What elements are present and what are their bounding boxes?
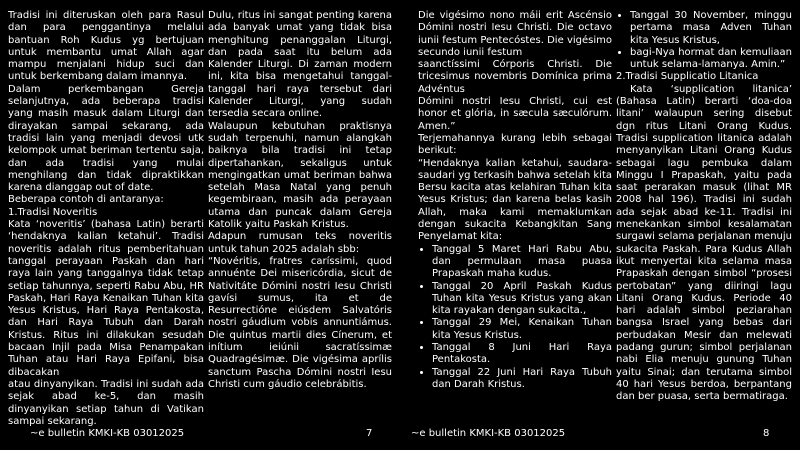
paragraph: Adapun rumusan teks noveritis untuk tahun 2025 adalah sbb: [208, 231, 392, 255]
list-item: • Tanggal 22 Juni Hari Raya Tubuh dan Darah Kristus. [432, 367, 612, 392]
paragraph: Kata ‘supplication litanica’ (Bahasa Latin) berarti ‘doa-doa litani’ walaupun sering disebut dgn ritus Litani Orang Kudus. Tradisi supplication litanica adalah menyanyikan Litani Orang Kudus sebagai lagu pembuka dalam Minggu I Prapaskah, yaitu pada saat perarakan masuk (lihat MR 2008 hal 196). Tradisi ini sudah ada sejak abad ke-11. Tradisi ini menekankan simbol kesalamatan surgawi selama perjalanan menuju sukacita Paskah. Para Kudus Allah ikut menyertai kita selama masa Prapaskah dengan simbol “prosesi pertobatan” yang diiringi lagu Litani Orang Kudus. Periode 40 hari adalah simbol peziarahan bangsa Israel yang bebas dari perbudakan Mesir dan melewati padang gurun; simbol perjalanan nabi Elia menuju gunung Tuhan yaitu Sinai; dan terutama simbol 40 hari Yesus berdoa, berpantang dan ber puasa, serta bermatiraga. [616, 83, 792, 403]
date-list [616, 10, 792, 71]
page-8 [400, 0, 800, 450]
paragraph: atau dinyanyikan. Tradisi ini sudah ada sejak abad ke-5, dan masih dinyanyikan setiap tahun di Vatikan sampai sekarang. [8, 378, 204, 427]
list-item: • Tanggal 5 Maret Hari Rabu Abu, dan permulaan masa puasa Prapaskah maha kudus. [432, 244, 612, 281]
section-heading: 1.Tradisi Noveritis [8, 206, 98, 218]
latin-text: saanctíssimi Córporis Christi. Die tricesimus novembris Domínica prima Advéntus [418, 59, 612, 95]
page-number: 7 [366, 428, 373, 439]
list-item: • Tanggal 20 April Paskah Kudus Tuhan kita Yesus Kristus yang akan kita rayakan dengan sukacita., [432, 281, 612, 318]
page-number: 8 [763, 428, 770, 439]
latin-text: Die vigésimo nono máii erit Ascénsio Dómini nostri Iesu Christi. Die octavo iunii festum Pentecóstes. Die vigésimo secundo iunii festum [418, 10, 612, 58]
paragraph: Tradisi ini diteruskan oleh para Rasul dan para penggantinya melalui bantuan Roh Kudus yg bertujuan untuk membantu umat Allah agar mampu menjalani hidup suci dan untuk berkembang dalam imannya. [8, 10, 204, 83]
paragraph: Terjemahannya kurang lebih sebagai berikut: [418, 132, 612, 157]
list-item: • Tanggal 29 Mei, Kenaikan Tuhan kita Yesus Kristus. [432, 317, 612, 342]
footer-bulletin-label: ~e bulletin KMKI-KB 03012025 [30, 428, 185, 439]
page7-column-left [8, 10, 204, 428]
paragraph: Beberapa contoh di antaranya: [8, 194, 164, 206]
list-item: • Tanggal 30 November, minggu pertama masa Adven Tuhan kita Yesus Kristus, [630, 10, 792, 47]
paragraph: Kata ‘noveritis’ (bahasa Latin) berarti ‘hendaknya kalian ketahui’. Tradisi noveritis adalah ritus pemberitahuan tanggal perayaan Paskah dan hari raya lain yang tanggalnya tidak tetap setiap tahunnya, seperti Rabu Abu, HR Paskah, Hari Raya Kenaikan Tuhan kita Yesus Kristus, Hari Raya Pentakosta, dan Hari Raya Tubuh dan Darah Kristus. Ritus ini dilakukan sesudah bacaan Injil pada Misa Penampakan Tuhan atau Hari Raya Epifani, bisa dibacakan [8, 219, 204, 378]
page8-column-right [616, 10, 792, 404]
paragraph: “Hendaknya kalian ketahui, saudara-saudari yg terkasih bahwa setelah kita Bersu kacita atas kelahiran Tuhan kita Yesus Kristus; dan karena belas kasih Allah, maka kami memaklumkan dengan sukacita Kebangkitan Sang Penyelamat kita: [418, 157, 612, 243]
list-item: • bagi-Nya hormat dan kemuliaan untuk selama-lamanya. Amin.” [630, 47, 792, 72]
page7-column-right [208, 10, 392, 391]
latin-text: Dómini nostri Iesu Christi, cui est honor et glória, in sæcula sæculórum. Amen.” [418, 96, 612, 132]
paragraph: Dulu, ritus ini sangat penting karena ada banyak umat yang tidak bisa menghitung penanggalan Liturgi, dan pada saat itu belum ada Kalender Liturgi. Di zaman modern ini, kita bisa mengetahui tanggal-tanggal hari raya tersebut dari Kalender Liturgi, yang sudah tersedia secara online. [208, 10, 392, 120]
section-heading: 2.Tradisi Supplicatio Litanica [616, 71, 759, 83]
date-list [418, 244, 612, 392]
paragraph: Walaupun kebutuhan praktisnya sudah terpenuhi, namun alangkah baiknya bila tradisi ini tetap dipertahankan, sekaligus untuk mengingatkan umat beriman bahwa setelah Masa Natal yang penuh kegembiraan, masih ada perayaan utama dan puncak dalam Gereja Katolik yaitu Paskah Kristus. [208, 120, 392, 231]
list-item: • Tanggal 8 Juni Hari Raya Pentakosta. [432, 342, 612, 367]
footer-bulletin-label: ~e bulletin KMKI-KB 03012025 [411, 428, 566, 439]
page8-column-left [418, 10, 612, 391]
latin-text: “Novéritis, fratres caríssimi, quod annuénte Dei misericórdia, sicut de Nativitáte Dómini nostri Iesu Christi gavísi sumus, ita et de Resurrectióne eiúsdem Salvatóris nostri gáudium vobis annuntiámus. Die quintus martii dies Cínerum, et inítium ieiúnii sacratíssimæ Quadragésimæ. Die vigésima aprílis sanctum Pascha Dómini nostri Iesu Christi cum gáudio celebrábitis. [208, 255, 392, 390]
paragraph: Dalam perkembangan Gereja selanjutnya, ada beberapa tradisi yang masih masuk dalam Liturgi dan dirayakan sampai sekarang, ada tradisi lain yang menjadi devosi utk kelompok umat beriman tertentu saja, dan ada tradisi yang mulai menghilang dan tidak dipraktikkan karena dianggap out of date. [8, 83, 204, 194]
